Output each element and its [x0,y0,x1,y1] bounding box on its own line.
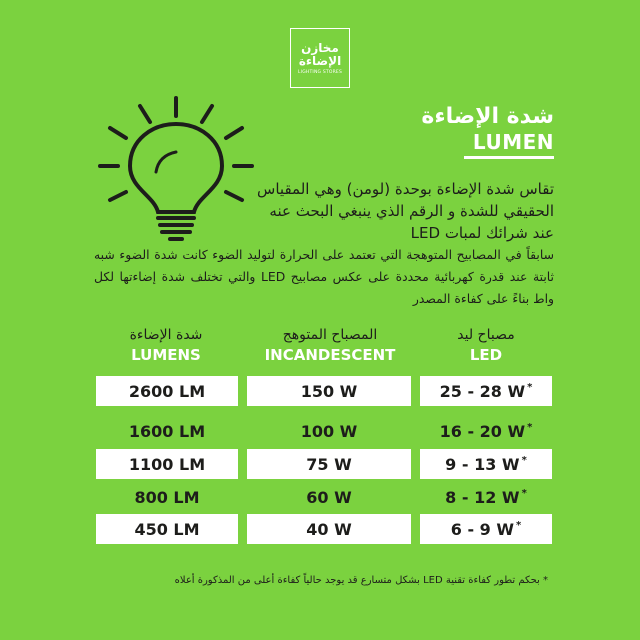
led-value: 9 - 13 W [445,454,520,474]
lumens-cell: 1600 LM [128,421,206,441]
led-value: 8 - 12 W [445,487,520,507]
heading-arabic: شدة الإضاءة [421,104,554,129]
led-cell [420,449,552,479]
header-incandescent [246,326,414,366]
footnote-mark: * [516,519,522,531]
footnote-mark: * [521,487,527,499]
lumens-cell: 450 LM [96,514,238,544]
lumens-cell: 2600 LM [96,376,238,406]
table-row [96,514,552,544]
led-value: 16 - 20 W [439,421,526,441]
led-value: 25 - 28 W [439,381,526,401]
logo-english: LIGHTING STORES [297,69,343,75]
table-row [96,449,552,479]
led-cell [420,376,552,406]
header-led [420,326,552,366]
lightbulb-icon [96,92,256,242]
incandescent-cell: 100 W [300,421,358,441]
incandescent-cell: 150 W [247,376,411,406]
heading-divider [464,156,554,159]
led-cell [420,416,552,446]
header-incandescent-english: INCANDESCENT [264,346,396,364]
header-led-arabic: مصباح ليد [457,327,515,343]
table-row [96,376,552,406]
led-cell [420,514,552,544]
header-incandescent-arabic: المصباح المتوهج [282,327,378,343]
lumens-cell: 1100 LM [96,449,238,479]
footnote-mark: * [521,454,527,466]
footnote-mark: * [527,381,533,393]
led-cell [420,482,552,512]
header-lumens-arabic: شدة الإضاءة [129,327,203,343]
incandescent-cell: 40 W [247,514,411,544]
incandescent-cell: 75 W [247,449,411,479]
logo-arabic-line1: مخازن [301,40,339,55]
lumens-cell: 800 LM [134,487,200,507]
header-lumens-english: LUMENS [131,346,201,364]
table-row [96,416,552,446]
intro-text: تقاس شدة الإضاءة بوحدة (لومن) وهي المقياس الحقيقي للشدة و الرقم الذي ينبغي البحث عنه عند شرائك لمبات LED [257,180,554,242]
explanation-paragraph: سابقاً في المصابيح المتوهجة التي تعتمد على الحرارة لتوليد الضوء كانت شدة الضوء شبه ثابتة عند قدرة كهربائية محددة على عكس مصابيح LED والتي تختلف شدة إضاءتها لكل واط بناءً على كفاءة المصدر [94,247,554,306]
header-led-english: LED [469,346,503,364]
header-lumens [96,326,236,366]
logo-arabic-line2: الإضاءة [298,53,342,68]
footnote: * بحكم تطور كفاءة تقنية LED بشكل متسارع قد يوجد حالياً كفاءة أعلى من المذكورة أعلاه [174,575,548,586]
heading-english: LUMEN [472,130,554,154]
incandescent-cell: 60 W [306,487,352,507]
table-row [96,482,552,512]
footnote-mark: * [527,421,533,433]
led-value: 6 - 9 W [450,519,515,539]
store-logo [290,28,350,88]
